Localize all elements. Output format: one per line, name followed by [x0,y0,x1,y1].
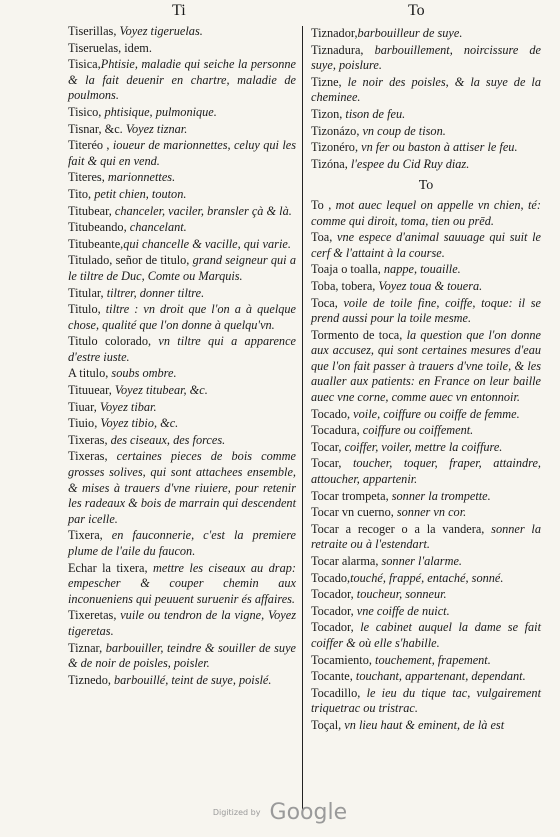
entry-definition: l'espee du Cid Ruy diaz. [347,156,470,171]
entry-definition: marionnettes. [104,170,176,185]
entry-headword: Titeres, [68,170,105,185]
entry-headword: Tiseruelas, idem. [68,40,152,55]
entry-definition: chancelant. [126,220,187,235]
dictionary-entry [311,456,541,487]
entry-headword: To , [311,197,332,212]
entry-definition: Voyez tiznar. [122,121,188,136]
dictionary-entry [68,253,296,284]
entry-headword: Tixeras, [68,449,108,464]
entry-headword: Tiznar, [68,640,103,655]
entry-headword: Echar la tixera, [68,560,148,575]
entry-headword: Tizon, [311,106,343,121]
entry-headword: Tixeras, [68,432,108,447]
entry-definition: coiffer, voiler, mettre la coiffure. [341,439,503,454]
entry-headword: Tocador, [311,603,354,618]
entry-definition: soubs ombre. [108,366,177,381]
entry-headword: Toca, [311,295,338,310]
dictionary-entry [68,204,296,220]
dictionary-entry [68,170,296,186]
entry-definition: vn lieu haut & eminent, de là est [341,717,505,732]
entry-definition: ioueur de marionnettes, celuy qui les fait & qui en vend. [68,138,296,168]
dictionary-entry [68,24,296,40]
section-heading-to: To [418,178,434,194]
left-running-head: Ti [172,2,186,19]
digitized-watermark [0,800,560,825]
entry-headword: A titulo, [68,366,109,381]
entry-definition: sonner l'alarme. [378,554,463,568]
entry-definition: le ieu du tique tac, vulgairement triquetrac ou tristrac. [311,685,541,716]
entry-headword: Toa, [311,230,333,245]
entry-headword: Toba, tobera, [311,278,376,293]
entry-definition: Voyez titubear, &c. [111,383,208,398]
entry-definition: Voyez tigeruelas. [116,24,203,38]
dictionary-entry [311,653,541,669]
dictionary-entry [311,423,541,439]
entry-headword: Titulado, señor de titulo, [68,253,190,268]
dictionary-entry [68,561,296,608]
entry-definition: grand seigneur qui a le tiltre de Duc, Comte ou Marquis. [68,253,297,283]
entry-headword: Tocante, [311,669,353,684]
dictionary-entry [68,383,296,399]
dictionary-entry [311,328,541,406]
entry-definition: la question que l'on donne aux accusez, qui sont certaines mesures d'eau que l'on fait passer à trauers d'vne toile, & les aualler aux patients: en France on leur baille auec vne corne, comme auec vn entonnoir. [311,327,541,405]
entry-headword: Tocado, [311,570,351,585]
dictionary-entry [68,286,296,302]
entry-headword: Tisica, [68,57,101,72]
entry-definition: toucheur, sonneur. [353,587,447,602]
dictionary-entry [311,554,541,570]
dictionary-entry [311,75,541,106]
entry-headword: Tito, [68,186,92,201]
entry-headword: Tizne, [311,74,342,89]
entry-definition: des ciseaux, des forces. [107,432,226,447]
entry-definition: nappe, touaille. [380,262,461,277]
entry-definition: tison de feu. [342,106,406,121]
entry-definition: vn tiltre qui a apparence d'estre iuste. [68,334,296,364]
entry-definition: barbouiller, teindre & souiller de suye & de noir de poisles, poisler. [68,640,296,671]
page-header [0,2,560,26]
dictionary-entry [311,26,541,42]
dictionary-entry [311,718,541,734]
entry-definition: toucher, toquer, fraper, attaindre, attoucher, appartenir. [311,456,541,487]
entry-headword: Tocar, [311,439,342,454]
dictionary-entry [311,107,541,123]
right-running-head: To [408,2,425,19]
dictionary-entry [311,43,541,74]
dictionary-entry [68,449,296,527]
entry-headword: Tocamiento, [311,652,372,667]
dictionary-entry [311,407,541,423]
entry-definition: coiffure ou coiffement. [359,423,474,438]
entry-headword: Toçal, [311,717,342,732]
entry-definition: phtisique, pulmonique. [101,104,217,119]
entry-definition: vuile ou tendron de la vigne, Voyez tigeretas. [68,608,296,638]
entry-definition: petit chien, touton. [91,186,187,201]
entry-headword: Tizonéro, [311,140,359,155]
entry-definition: Voyez toua & touera. [375,278,483,293]
entry-definition: Voyez tibio, &c. [97,416,179,431]
entry-definition: touchement, frapement. [371,652,491,667]
entry-definition: tiltrer, donner tiltre. [103,285,205,300]
entry-headword: Tocado, [311,406,351,421]
dictionary-entry [68,334,296,365]
entry-headword: Tiserillas, [68,24,117,38]
dictionary-entry [68,366,296,382]
right-ti-entries [311,26,541,172]
dictionary-entry [68,138,296,169]
entry-headword: Tocador, [311,620,354,635]
dictionary-entry [68,608,296,639]
entry-definition: barbouillé, teint de suye, poislé. [110,672,272,687]
entry-definition: le noir des poisles, & la suye de la cheminee. [311,74,541,105]
entry-headword: Tizonázo, [311,123,360,138]
right-column [302,26,541,816]
entry-headword: Tiznedo, [68,672,111,687]
dictionary-entry [311,522,541,553]
entry-definition: sonner vn cor. [393,505,467,520]
entry-definition: mot auec lequel on appelle vn chien, té: comme qui diroit, toma, tien ou prēd. [311,197,541,228]
dictionary-entry [311,604,541,620]
right-to-entries [311,198,541,734]
dictionary-entry [311,230,541,261]
entry-definition: tiltre : vn droit que l'on a à quelque chose, qualité que l'on donne à quelqu'vn. [68,302,296,332]
dictionary-entry [311,571,541,587]
entry-definition: sonner la trompette. [388,488,491,503]
dictionary-entry [311,279,541,295]
entry-definition: voile, coiffure ou coiffe de femme. [350,406,520,421]
entry-headword: Tocadura, [311,423,360,438]
entry-headword: Tiuar, [68,399,97,414]
entry-definition: mettre les ciseaux au drap: empescher & couper chemin aux inconueniens qui peuuent suruenir és affaires. [68,560,296,606]
dictionary-entry [68,187,296,203]
entry-definition: barbouilleur de suye. [357,26,463,40]
dictionary-entry [311,157,541,173]
dictionary-entry [68,302,296,333]
dictionary-entry [68,122,296,138]
entry-headword: Tiznadura, [311,42,364,57]
entry-definition: Phtisie, maladie qui seiche la personne & la fait deuenir en chartre, maladie de poulmons. [68,57,296,103]
entry-definition: vn fer ou baston à attiser le feu. [358,140,518,155]
entry-headword: Tisico, [68,104,102,119]
dictionary-entry [68,57,296,104]
dictionary-entry [68,41,296,57]
dictionary-entry [68,433,296,449]
entry-definition: touchant, appartenant, dependant. [352,669,526,684]
dictionary-entry [68,400,296,416]
entry-headword: Titulo, [68,302,101,317]
entry-headword: Tisnar, &c. [68,121,123,136]
digitized-by-text: Digitized by [212,808,261,817]
left-column [68,24,296,689]
entry-definition: certaines pieces de bois comme grosses solives, qui sont attachees ensemble, & mises à trauers d'vne riuiere, pour retenir les radeaux & bois de marrain qui descendent par icelle. [68,449,296,526]
entry-headword: Tiznador, [311,26,358,40]
entry-headword: Titulo colorado, [68,334,152,349]
entry-headword: Tocador, [311,587,354,602]
entry-headword: Titubeando, [68,220,127,235]
dictionary-entry [311,489,541,505]
entry-headword: Titubear, [68,203,112,218]
entry-headword: Tocadillo, [311,685,361,700]
entry-definition: chanceler, vaciler, bransler çà & là. [111,203,292,218]
entry-definition: sonner la retraite ou à l'estendart. [311,521,541,552]
entry-headword: Tocar alarma, [311,554,379,568]
dictionary-entry [311,440,541,456]
entry-definition: vne espece d'animal sauuage qui suit le cerf & l'attaint à la course. [311,230,541,260]
entry-headword: Titeréo , [68,138,110,153]
entry-definition: barbouillement, noircissure de suye, poislure. [311,42,541,73]
entry-headword: Tocar trompeta, [311,488,389,503]
entry-definition: voile de toile fine, coiffe, toque: il se prend aussi pour la toile mesme. [311,295,541,326]
dictionary-entry [311,262,541,278]
dictionary-entry [311,620,541,651]
dictionary-entry [68,220,296,236]
entry-headword: Tituuear, [68,383,112,398]
entry-headword: Tocar a recoger o a la vandera, [311,521,485,536]
dictionary-entry [68,237,296,253]
entry-headword: Tizóna, [311,156,348,171]
entry-definition: Voyez tibar. [96,399,157,414]
dictionary-entry [311,296,541,327]
entry-headword: Titubeante, [68,236,124,251]
entry-definition: vn coup de tison. [359,123,446,138]
google-logo-text: Google [269,800,348,825]
dictionary-entry [68,528,296,559]
entry-headword: Toaja o toalla, [311,262,381,277]
dictionary-entry [311,124,541,140]
entry-headword: Tocar, [311,456,342,471]
dictionary-entry [68,105,296,121]
dictionary-entry [68,641,296,672]
entry-definition: vne coiffe de nuict. [353,603,450,618]
dictionary-entry [311,140,541,156]
entry-headword: Tormento de toca, [311,327,403,342]
dictionary-entry [311,505,541,521]
entry-headword: Tixeretas, [68,608,117,623]
entry-definition: en fauconnerie, c'est la premiere plume de l'aile du faucon. [68,528,296,558]
entry-headword: Tocar vn cuerno, [311,505,394,520]
entry-definition: qui chancelle & vacille, qui varie. [123,236,291,251]
dictionary-entry [68,673,296,689]
dictionary-entry [68,416,296,432]
dictionary-entry [311,686,541,717]
entry-headword: Tixera, [68,528,103,543]
entry-headword: Tiuio, [68,416,98,431]
entry-definition: touché, frappé, entaché, sonné. [350,570,504,585]
entry-headword: Titular, [68,285,104,300]
entry-definition: le cabinet auquel la dame se fait coiffer & où elle s'habille. [311,620,541,650]
dictionary-entry [311,669,541,685]
dictionary-entry [311,587,541,603]
dictionary-entry [311,198,541,229]
